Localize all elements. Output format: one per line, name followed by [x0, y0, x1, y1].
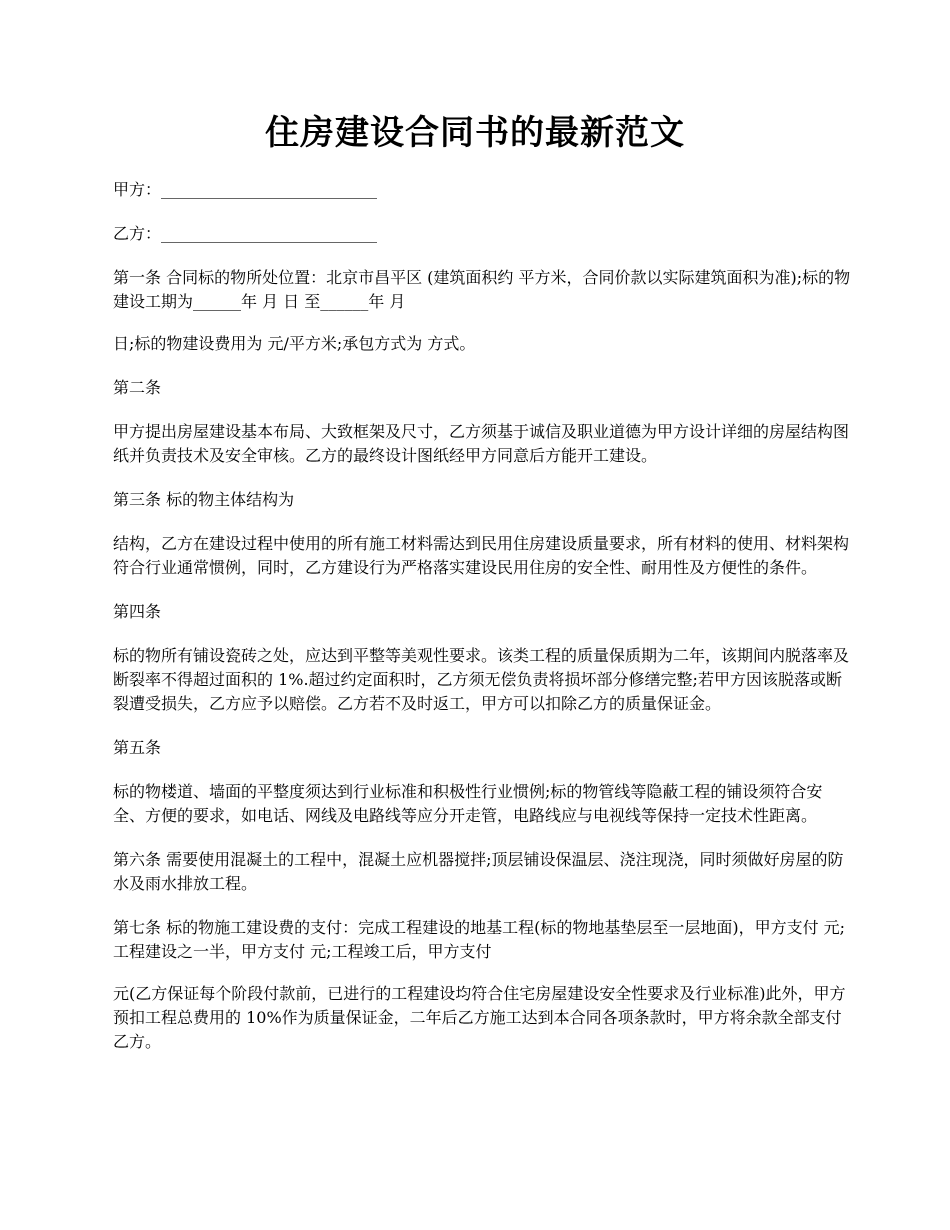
clause-7-continued: 元(乙方保证每个阶段付款前，已进行的工程建设均符合住宅房屋建设安全性要求及行业标准)此外，甲方预扣工程总费用的 10%作为质量保证金，二年后乙方施工达到本合同各项条款时，甲方将余款全部支付乙方。	[113, 984, 846, 1051]
clause-2-text: 甲方提出房屋建设基本布局、大致框架及尺寸，乙方须基于诚信及职业道德为甲方设计详细的房屋结构图纸并负责技术及安全审核。乙方的最终设计图纸经甲方同意后方能开工建设。	[113, 422, 850, 465]
clause-1-continued: 日;标的物建设费用为 元/平方米;承包方式为 方式。	[113, 334, 476, 353]
clause-1-text: 第一条 合同标的物所处位置：北京市昌平区 (建筑面积约 平方米，合同价款以实际建筑面积为准);标的物建设工期为______年 月 日 至______年 月	[113, 268, 851, 311]
document-title: 住房建设合同书的最新范文	[265, 113, 685, 153]
clause-4-heading: 第四条	[113, 602, 162, 621]
clause-3-heading: 第三条 标的物主体结构为	[113, 490, 295, 509]
party-b-line: 乙方：___________________________	[113, 224, 378, 243]
clause-3-text: 结构，乙方在建设过程中使用的所有施工材料需达到民用住房建设质量要求，所有材料的使用、材料架构符合行业通常惯例，同时，乙方建设行为严格落实建设民用住房的安全性、耐用性及方便性的条件。	[113, 534, 850, 577]
party-a-line: 甲方：___________________________	[113, 180, 378, 199]
clause-5-text: 标的物楼道、墙面的平整度须达到行业标准和积极性行业惯例;标的物管线等隐蔽工程的铺设须符合安全、方便的要求，如电话、网线及电路线等应分开走管，电路线应与电视线等保持一定技术性距离。	[113, 782, 823, 825]
clause-6-text: 第六条 需要使用混凝土的工程中，混凝土应机器搅拌;顶层铺设保温层、浇注现浇，同时须做好房屋的防水及雨水排放工程。	[113, 850, 844, 893]
clause-4-text: 标的物所有铺设瓷砖之处，应达到平整等美观性要求。该类工程的质量保质期为二年，该期间内脱落率及断裂率不得超过面积的 1%.超过约定面积时，乙方须无偿负责将损坏部分修缮完整;若甲方因该脱落或断裂遭受损失，乙方应予以赔偿。乙方若不及时返工，甲方可以扣除乙方的质量保证金。	[113, 646, 850, 713]
clause-5-heading: 第五条	[113, 738, 162, 757]
document-body	[113, 178, 853, 1074]
clause-2-heading: 第二条	[113, 378, 162, 397]
clause-7-text: 第七条 标的物施工建设费的支付：完成工程建设的地基工程(标的物地基垫层至一层地面)，甲方支付 元;工程建设之一半，甲方支付 元;工程竣工后，甲方支付	[113, 918, 846, 961]
